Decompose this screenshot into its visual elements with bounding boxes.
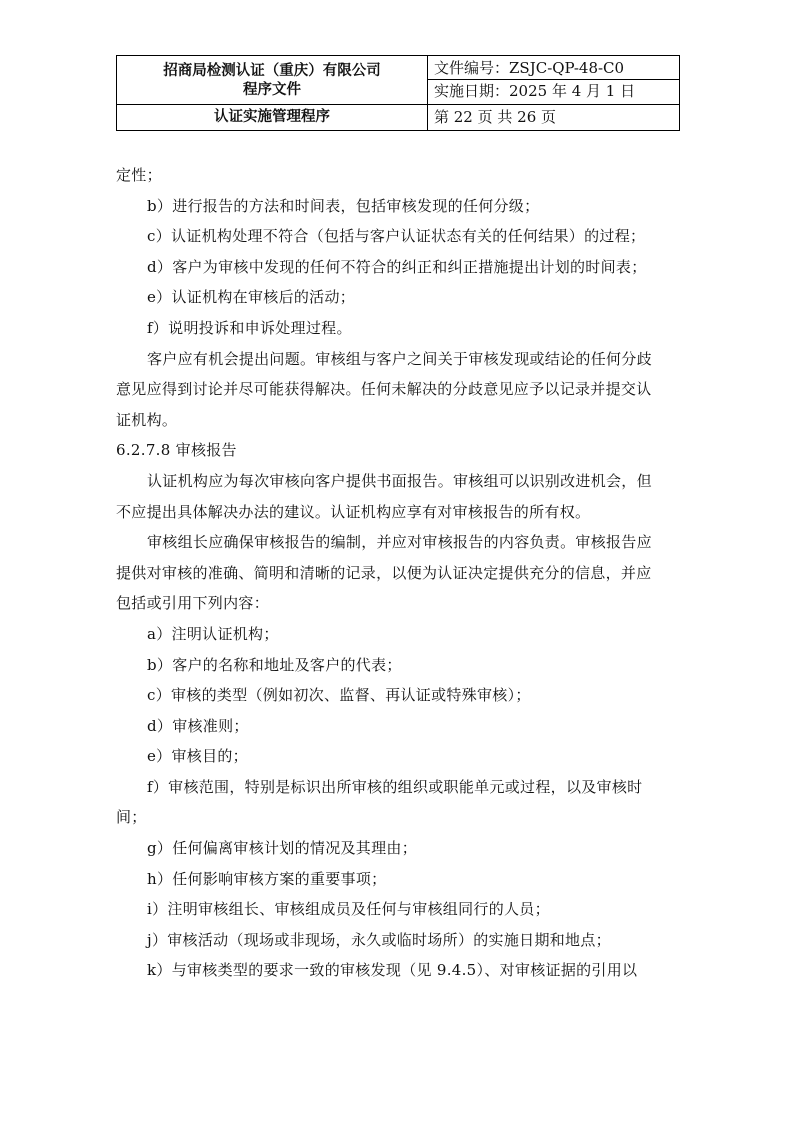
- list-item-j: j）审核活动（现场或非现场，永久或临时场所）的实施日期和地点；: [147, 930, 611, 949]
- list-item-i: i）注明审核组长、审核组成员及任何与审核组同行的人员；: [147, 900, 550, 919]
- list-item-c: c）审核的类型（例如初次、监督、再认证或特殊审核）；: [147, 686, 531, 705]
- document-type: 程序文件: [243, 82, 301, 98]
- document-header-table: [116, 55, 680, 131]
- list-item-d: d）客户为审核中发现的任何不符合的纠正和纠正措施提出计划的时间表；: [147, 257, 647, 276]
- paragraph-line: 提供对审核的准确、简明和清晰的记录，以便为认证决定提供充分的信息，并应: [116, 563, 652, 582]
- list-item-d: d）审核准则；: [147, 716, 249, 735]
- paragraph-line: 证机构。: [116, 410, 178, 429]
- list-item-k: k）与审核类型的要求一致的审核发现（见 9.4.5）、对审核证据的引用以: [147, 961, 638, 980]
- list-item-e: e）认证机构在审核后的活动；: [147, 288, 356, 307]
- page-info: 第 22 页 共 26 页: [428, 105, 680, 131]
- list-item-c: c）认证机构处理不符合（包括与客户认证状态有关的任何结果）的过程；: [147, 227, 646, 246]
- company-name: 招商局检测认证（重庆）有限公司: [163, 63, 381, 79]
- list-item-b: b）客户的名称和地址及客户的代表；: [147, 655, 402, 674]
- section-heading: 6.2.7.8 审核报告: [116, 441, 237, 460]
- company-name-cell: [117, 56, 428, 105]
- list-item-h: h）任何影响审核方案的重要事项；: [147, 869, 387, 888]
- list-item-b: b）进行报告的方法和时间表，包括审核发现的任何分级；: [147, 196, 540, 215]
- doc-meta-cell: [428, 56, 680, 105]
- list-item-e: e）审核目的；: [147, 747, 248, 766]
- paragraph-line: 不应提出具体解决办法的建议。认证机构应享有对审核报告的所有权。: [116, 502, 591, 521]
- paragraph-line: 审核组长应确保审核报告的编制，并应对审核报告的内容负责。审核报告应: [147, 533, 652, 552]
- list-item-g: g）任何偏离审核计划的情况及其理由；: [147, 839, 418, 858]
- list-item-f: f）说明投诉和申诉处理过程。: [147, 318, 352, 337]
- paragraph-line: 包括或引用下列内容：: [116, 594, 270, 613]
- paragraph-line: 认证机构应为每次审核向客户提供书面报告。审核组可以识别改进机会，但: [147, 471, 652, 490]
- body-line: 定性；: [116, 166, 162, 184]
- document-number: 文件编号：ZSJC-QP-48-C0: [428, 57, 679, 80]
- list-item-a: a）注明认证机构；: [147, 624, 279, 643]
- procedure-title: 认证实施管理程序: [117, 105, 428, 131]
- list-item-f: f）审核范围，特别是标识出所审核的组织或职能单元或过程，以及审核时: [147, 777, 643, 796]
- paragraph-line: 客户应有机会提出问题。审核组与客户之间关于审核发现或结论的任何分歧: [147, 349, 652, 368]
- list-item-f-continued: 间；: [116, 808, 147, 827]
- document-body: [116, 160, 678, 986]
- paragraph-line: 意见应得到讨论并尽可能获得解决。任何未解决的分歧意见应予以记录并提交认: [116, 380, 652, 399]
- effective-date: 实施日期：2025 年 4 月 1 日: [434, 82, 636, 100]
